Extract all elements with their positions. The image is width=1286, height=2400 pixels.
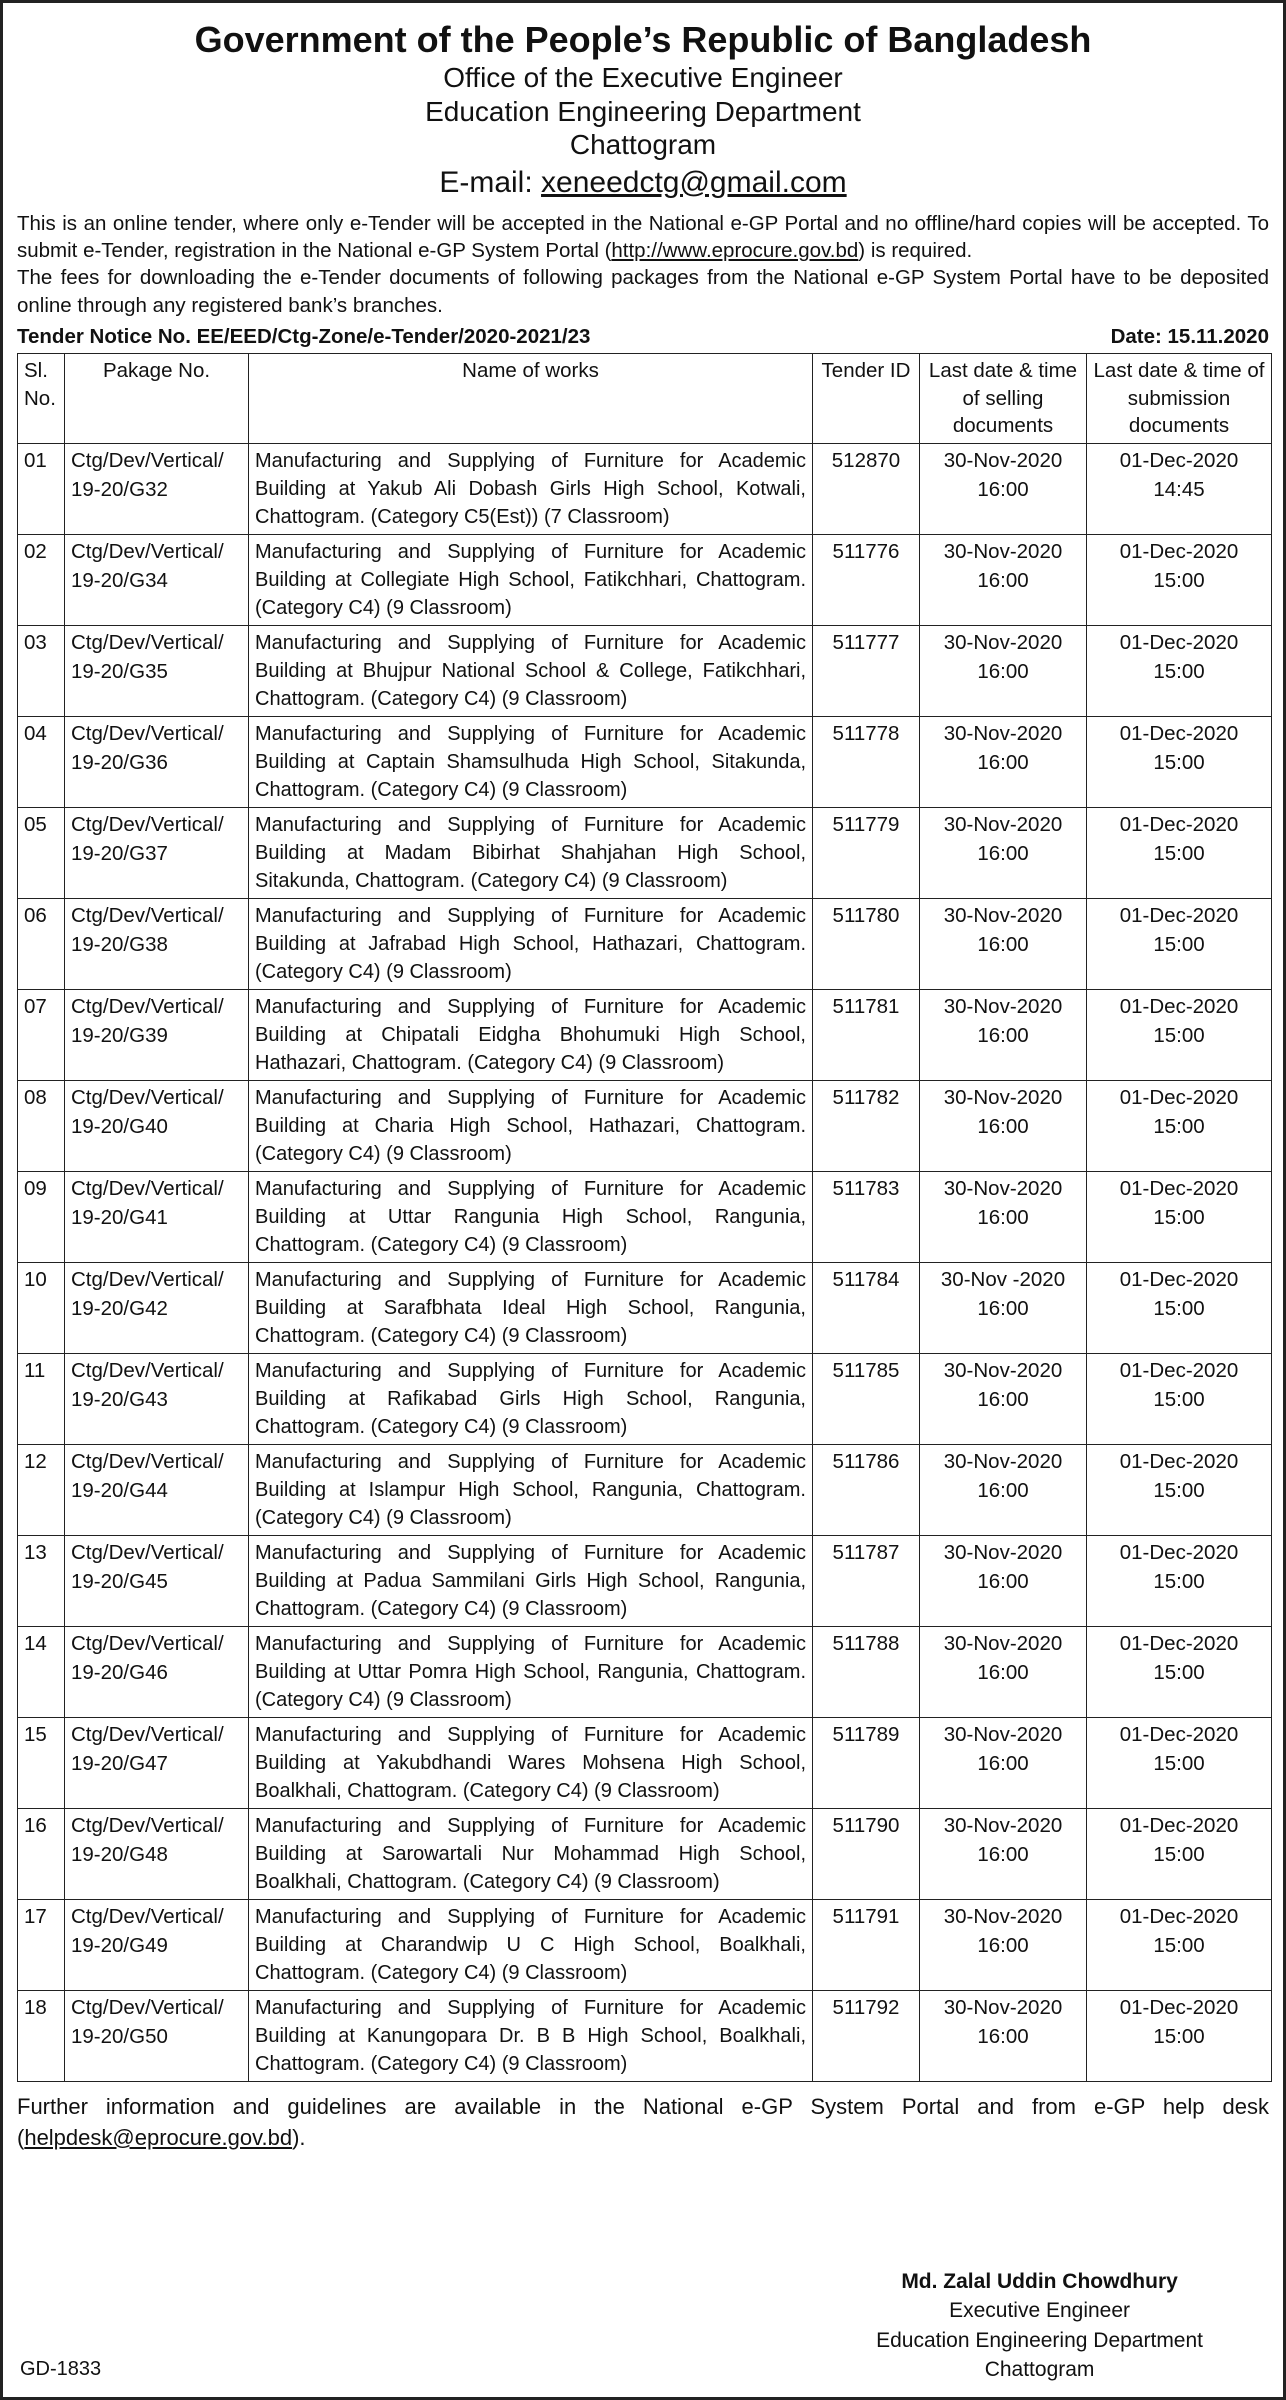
submission-date: 01-Dec-2020 — [1119, 1722, 1239, 1746]
cell-tender-id: 511790 — [813, 1808, 920, 1899]
cell-selling — [920, 989, 1087, 1080]
submission-date: 01-Dec-2020 — [1119, 1995, 1239, 2019]
submission-time: 15:00 — [1153, 1023, 1205, 1047]
cell-selling — [920, 1444, 1087, 1535]
submission-time: 14:45 — [1153, 477, 1205, 501]
notice-row — [17, 325, 1269, 349]
cell-submission — [1087, 1171, 1272, 1262]
table-row — [18, 1626, 1272, 1717]
signatory-title: Executive Engineer — [949, 2299, 1131, 2323]
header-sl: Sl. No. — [18, 353, 65, 443]
selling-time: 16:00 — [977, 932, 1029, 956]
selling-time: 16:00 — [977, 1387, 1029, 1411]
cell-submission — [1087, 625, 1272, 716]
selling-time: 16:00 — [977, 1478, 1029, 1502]
signatory-department: Education Engineering Department — [876, 2328, 1203, 2352]
cell-sl: 17 — [18, 1899, 65, 1990]
header-selling: Last date & time of selling documents — [920, 353, 1087, 443]
cell-sl: 08 — [18, 1080, 65, 1171]
cell-tender-id: 511783 — [813, 1171, 920, 1262]
signature-block — [876, 2267, 1203, 2385]
selling-date: 30-Nov-2020 — [943, 1449, 1063, 1473]
cell-package: Ctg/Dev/Vertical/ 19-20/G49 — [65, 1899, 249, 1990]
cell-work: Manufacturing and Supplying of Furniture for Academic Building at Padua Sammilani Girls High School, Rangunia, Chattogram. (Category C4) (9 Classroom) — [249, 1535, 813, 1626]
department-name: Education Engineering Department — [425, 95, 861, 127]
email-address[interactable]: xeneedctg@gmail.com — [541, 165, 847, 199]
cell-work: Manufacturing and Supplying of Furniture for Academic Building at Chipatali Eidgha Bhohumuki High School, Hathazari, Chattogram. (Category C4) (9 Classroom) — [249, 989, 813, 1080]
cell-tender-id: 511787 — [813, 1535, 920, 1626]
table-row — [18, 1717, 1272, 1808]
table-row — [18, 443, 1272, 534]
tender-notice-number: Tender Notice No. EE/EED/Ctg-Zone/e-Tender/2020-2021/23 — [17, 324, 591, 348]
cell-work: Manufacturing and Supplying of Furniture for Academic Building at Rafikabad Girls High School, Rangunia, Chattogram. (Category C4) (9 Classroom) — [249, 1353, 813, 1444]
cell-sl: 01 — [18, 443, 65, 534]
selling-time: 16:00 — [977, 477, 1029, 501]
submission-time: 15:00 — [1153, 1296, 1205, 1320]
cell-sl: 07 — [18, 989, 65, 1080]
table-row — [18, 989, 1272, 1080]
cell-submission — [1087, 1990, 1272, 2081]
selling-time: 16:00 — [977, 1114, 1029, 1138]
cell-package: Ctg/Dev/Vertical/ 19-20/G36 — [65, 716, 249, 807]
submission-date: 01-Dec-2020 — [1119, 1813, 1239, 1837]
gd-code: GD-1833 — [20, 2358, 102, 2380]
tender-table — [17, 353, 1272, 2082]
cell-sl: 09 — [18, 1171, 65, 1262]
cell-tender-id: 511786 — [813, 1444, 920, 1535]
cell-work: Manufacturing and Supplying of Furniture for Academic Building at Sarafbhata Ideal High School, Rangunia, Chattogram. (Category C4) (9 Classroom) — [249, 1262, 813, 1353]
table-row — [18, 898, 1272, 989]
footer-text — [17, 2092, 1269, 2154]
intro-p1-part2: ) is required. — [858, 239, 973, 263]
header-submission: Last date & time of submission documents — [1087, 353, 1272, 443]
cell-selling — [920, 807, 1087, 898]
cell-tender-id: 511776 — [813, 534, 920, 625]
cell-package: Ctg/Dev/Vertical/ 19-20/G42 — [65, 1262, 249, 1353]
selling-date: 30-Nov-2020 — [943, 1995, 1063, 2019]
selling-date: 30-Nov -2020 — [940, 1267, 1066, 1291]
submission-date: 01-Dec-2020 — [1119, 903, 1239, 927]
cell-work: Manufacturing and Supplying of Furniture for Academic Building at Yakub Ali Dobash Girls High School, Kotwali, Chattogram. (Category C5(Est)) (7 Classroom) — [249, 443, 813, 534]
table-row — [18, 1080, 1272, 1171]
cell-package: Ctg/Dev/Vertical/ 19-20/G39 — [65, 989, 249, 1080]
cell-tender-id: 511785 — [813, 1353, 920, 1444]
cell-selling — [920, 1171, 1087, 1262]
submission-date: 01-Dec-2020 — [1119, 1449, 1239, 1473]
table-row — [18, 625, 1272, 716]
selling-time: 16:00 — [977, 1660, 1029, 1684]
selling-time: 16:00 — [977, 1751, 1029, 1775]
submission-date: 01-Dec-2020 — [1119, 1085, 1239, 1109]
cell-submission — [1087, 1808, 1272, 1899]
header-works: Name of works — [249, 353, 813, 443]
submission-time: 15:00 — [1153, 568, 1205, 592]
cell-package: Ctg/Dev/Vertical/ 19-20/G43 — [65, 1353, 249, 1444]
cell-work: Manufacturing and Supplying of Furniture for Academic Building at Collegiate High School, Fatikchhari, Chattogram. (Category C4) (9 Classroom) — [249, 534, 813, 625]
cell-work: Manufacturing and Supplying of Furniture for Academic Building at Captain Shamsulhuda High School, Sitakunda, Chattogram. (Category C4) (9 Classroom) — [249, 716, 813, 807]
cell-package: Ctg/Dev/Vertical/ 19-20/G44 — [65, 1444, 249, 1535]
selling-date: 30-Nov-2020 — [943, 1813, 1063, 1837]
table-row — [18, 1171, 1272, 1262]
selling-time: 16:00 — [977, 841, 1029, 865]
cell-sl: 02 — [18, 534, 65, 625]
submission-time: 15:00 — [1153, 2024, 1205, 2048]
submission-date: 01-Dec-2020 — [1119, 448, 1239, 472]
submission-time: 15:00 — [1153, 1478, 1205, 1502]
cell-submission — [1087, 716, 1272, 807]
cell-package: Ctg/Dev/Vertical/ 19-20/G40 — [65, 1080, 249, 1171]
submission-time: 15:00 — [1153, 932, 1205, 956]
cell-tender-id: 511788 — [813, 1626, 920, 1717]
cell-sl: 06 — [18, 898, 65, 989]
cell-selling — [920, 1899, 1087, 1990]
selling-time: 16:00 — [977, 568, 1029, 592]
cell-submission — [1087, 1080, 1272, 1171]
cell-sl: 12 — [18, 1444, 65, 1535]
table-row — [18, 1262, 1272, 1353]
cell-work: Manufacturing and Supplying of Furniture for Academic Building at Jafrabad High School, Hathazari, Chattogram. (Category C4) (9 Classroom) — [249, 898, 813, 989]
intro-p1-part1: This is an online tender, where only e-Tender will be accepted in the National e-GP Portal and no offline/hard copies will be accepted. To submit e-Tender, registration in the National e-GP System Portal ( — [17, 211, 1269, 263]
selling-date: 30-Nov-2020 — [943, 1631, 1063, 1655]
cell-selling — [920, 1535, 1087, 1626]
footer-part2: ). — [292, 2124, 306, 2150]
submission-date: 01-Dec-2020 — [1119, 994, 1239, 1018]
cell-selling — [920, 534, 1087, 625]
selling-date: 30-Nov-2020 — [943, 812, 1063, 836]
cell-package: Ctg/Dev/Vertical/ 19-20/G46 — [65, 1626, 249, 1717]
cell-work: Manufacturing and Supplying of Furniture for Academic Building at Charia High School, Hathazari, Chattogram. (Category C4) (9 Classroom) — [249, 1080, 813, 1171]
cell-work: Manufacturing and Supplying of Furniture for Academic Building at Uttar Rangunia High School, Rangunia, Chattogram. (Category C4) (9 Classroom) — [249, 1171, 813, 1262]
cell-package: Ctg/Dev/Vertical/ 19-20/G47 — [65, 1717, 249, 1808]
cell-selling — [920, 625, 1087, 716]
submission-date: 01-Dec-2020 — [1119, 1631, 1239, 1655]
table-row — [18, 1990, 1272, 2081]
submission-time: 15:00 — [1153, 1933, 1205, 1957]
submission-time: 15:00 — [1153, 1114, 1205, 1138]
selling-time: 16:00 — [977, 1933, 1029, 1957]
signatory-name: Md. Zalal Uddin Chowdhury — [901, 2270, 1178, 2293]
submission-date: 01-Dec-2020 — [1119, 630, 1239, 654]
cell-submission — [1087, 443, 1272, 534]
submission-date: 01-Dec-2020 — [1119, 812, 1239, 836]
helpdesk-link[interactable]: helpdesk@eprocure.gov.bd — [24, 2124, 293, 2150]
cell-submission — [1087, 1899, 1272, 1990]
cell-tender-id: 511782 — [813, 1080, 920, 1171]
table-row — [18, 1899, 1272, 1990]
cell-submission — [1087, 1535, 1272, 1626]
cell-submission — [1087, 1262, 1272, 1353]
submission-time: 15:00 — [1153, 659, 1205, 683]
cell-sl: 14 — [18, 1626, 65, 1717]
selling-time: 16:00 — [977, 1842, 1029, 1866]
cell-work: Manufacturing and Supplying of Furniture for Academic Building at Kanungopara Dr. B B High School, Boalkhali, Chattogram. (Category C4) (9 Classroom) — [249, 1990, 813, 2081]
office-name: Office of the Executive Engineer — [443, 62, 843, 94]
selling-time: 16:00 — [977, 1296, 1029, 1320]
government-title: Government of the People’s Republic of Bangladesh — [194, 19, 1092, 60]
selling-date: 30-Nov-2020 — [943, 1176, 1063, 1200]
selling-time: 16:00 — [977, 750, 1029, 774]
cell-work: Manufacturing and Supplying of Furniture for Academic Building at Sarowartali Nur Mohammad High School, Boalkhali, Chattogram. (Category C4) (9 Classroom) — [249, 1808, 813, 1899]
cell-package: Ctg/Dev/Vertical/ 19-20/G32 — [65, 443, 249, 534]
cell-selling — [920, 1808, 1087, 1899]
cell-selling — [920, 443, 1087, 534]
cell-work: Manufacturing and Supplying of Furniture for Academic Building at Yakubdhandi Wares Mohsena High School, Boalkhali, Chattogram. (Category C4) (9 Classroom) — [249, 1717, 813, 1808]
selling-time: 16:00 — [977, 2024, 1029, 2048]
cell-sl: 16 — [18, 1808, 65, 1899]
cell-tender-id: 511792 — [813, 1990, 920, 2081]
table-row — [18, 1444, 1272, 1535]
selling-time: 16:00 — [977, 1023, 1029, 1047]
submission-date: 01-Dec-2020 — [1119, 1176, 1239, 1200]
cell-work: Manufacturing and Supplying of Furniture for Academic Building at Charandwip U C High School, Boalkhali, Chattogram. (Category C4) (9 Classroom) — [249, 1899, 813, 1990]
cell-submission — [1087, 898, 1272, 989]
header-package: Pakage No. — [65, 353, 249, 443]
cell-package: Ctg/Dev/Vertical/ 19-20/G35 — [65, 625, 249, 716]
cell-sl: 05 — [18, 807, 65, 898]
cell-package: Ctg/Dev/Vertical/ 19-20/G45 — [65, 1535, 249, 1626]
submission-date: 01-Dec-2020 — [1119, 539, 1239, 563]
cell-selling — [920, 1990, 1087, 2081]
notice-date: Date: 15.11.2020 — [1110, 324, 1269, 348]
cell-work: Manufacturing and Supplying of Furniture for Academic Building at Madam Bibirhat Shahjahan High School, Sitakunda, Chattogram. (Category C4) (9 Classroom) — [249, 807, 813, 898]
selling-date: 30-Nov-2020 — [943, 630, 1063, 654]
cell-package: Ctg/Dev/Vertical/ 19-20/G41 — [65, 1171, 249, 1262]
cell-package: Ctg/Dev/Vertical/ 19-20/G37 — [65, 807, 249, 898]
cell-submission — [1087, 807, 1272, 898]
selling-date: 30-Nov-2020 — [943, 1904, 1063, 1928]
cell-sl: 13 — [18, 1535, 65, 1626]
selling-time: 16:00 — [977, 659, 1029, 683]
cell-tender-id: 511780 — [813, 898, 920, 989]
table-row — [18, 1535, 1272, 1626]
table-row — [18, 1353, 1272, 1444]
eprocure-link[interactable]: http://www.eprocure.gov.bd — [611, 239, 859, 263]
email-line — [17, 165, 1269, 200]
cell-submission — [1087, 534, 1272, 625]
cell-sl: 03 — [18, 625, 65, 716]
submission-date: 01-Dec-2020 — [1119, 1540, 1239, 1564]
cell-tender-id: 511778 — [813, 716, 920, 807]
intro-paragraph-2: The fees for downloading the e-Tender documents of following packages from the National e-GP System Portal have to be deposited online through any registered bank’s branches. — [17, 266, 1269, 317]
cell-package: Ctg/Dev/Vertical/ 19-20/G34 — [65, 534, 249, 625]
cell-tender-id: 511781 — [813, 989, 920, 1080]
submission-time: 15:00 — [1153, 1205, 1205, 1229]
cell-tender-id: 511789 — [813, 1717, 920, 1808]
email-label: E-mail: — [439, 165, 542, 199]
city-name: Chattogram — [569, 128, 717, 160]
header-tender-id: Tender ID — [813, 353, 920, 443]
submission-time: 15:00 — [1153, 1842, 1205, 1866]
cell-sl: 10 — [18, 1262, 65, 1353]
letterhead — [17, 19, 1269, 200]
cell-tender-id: 511791 — [813, 1899, 920, 1990]
selling-date: 30-Nov-2020 — [943, 1722, 1063, 1746]
selling-time: 16:00 — [977, 1205, 1029, 1229]
cell-work: Manufacturing and Supplying of Furniture for Academic Building at Islampur High School, Rangunia, Chattogram. (Category C4) (9 Classroom) — [249, 1444, 813, 1535]
table-row — [18, 534, 1272, 625]
selling-date: 30-Nov-2020 — [943, 448, 1063, 472]
cell-selling — [920, 1080, 1087, 1171]
cell-sl: 11 — [18, 1353, 65, 1444]
cell-selling — [920, 1626, 1087, 1717]
cell-sl: 18 — [18, 1990, 65, 2081]
cell-tender-id: 511784 — [813, 1262, 920, 1353]
submission-time: 15:00 — [1153, 750, 1205, 774]
cell-submission — [1087, 1444, 1272, 1535]
cell-sl: 04 — [18, 716, 65, 807]
cell-package: Ctg/Dev/Vertical/ 19-20/G38 — [65, 898, 249, 989]
cell-selling — [920, 1717, 1087, 1808]
submission-time: 15:00 — [1153, 1387, 1205, 1411]
cell-tender-id: 511777 — [813, 625, 920, 716]
cell-tender-id: 511779 — [813, 807, 920, 898]
cell-sl: 15 — [18, 1717, 65, 1808]
cell-work: Manufacturing and Supplying of Furniture for Academic Building at Bhujpur National School & College, Fatikchhari, Chattogram. (Category C4) (9 Classroom) — [249, 625, 813, 716]
selling-date: 30-Nov-2020 — [943, 1358, 1063, 1382]
table-row — [18, 1808, 1272, 1899]
table-row — [18, 716, 1272, 807]
signatory-city: Chattogram — [984, 2358, 1095, 2382]
selling-time: 16:00 — [977, 1569, 1029, 1593]
submission-date: 01-Dec-2020 — [1119, 1267, 1239, 1291]
cell-submission — [1087, 1626, 1272, 1717]
submission-time: 15:00 — [1153, 1751, 1205, 1775]
cell-submission — [1087, 1353, 1272, 1444]
submission-time: 15:00 — [1153, 1569, 1205, 1593]
submission-date: 01-Dec-2020 — [1119, 721, 1239, 745]
selling-date: 30-Nov-2020 — [943, 994, 1063, 1018]
cell-submission — [1087, 989, 1272, 1080]
selling-date: 30-Nov-2020 — [943, 721, 1063, 745]
table-row — [18, 807, 1272, 898]
cell-package: Ctg/Dev/Vertical/ 19-20/G48 — [65, 1808, 249, 1899]
cell-selling — [920, 1353, 1087, 1444]
cell-selling — [920, 716, 1087, 807]
submission-date: 01-Dec-2020 — [1119, 1904, 1239, 1928]
footer-part1: Further information and guidelines are available in the National e-GP System Portal and from e-GP help desk ( — [17, 2093, 1269, 2150]
selling-date: 30-Nov-2020 — [943, 539, 1063, 563]
cell-selling — [920, 1262, 1087, 1353]
table-header-row — [18, 353, 1272, 443]
selling-date: 30-Nov-2020 — [943, 1540, 1063, 1564]
intro-text — [17, 210, 1269, 319]
cell-work: Manufacturing and Supplying of Furniture for Academic Building at Uttar Pomra High School, Rangunia, Chattogram. (Category C4) (9 Classroom) — [249, 1626, 813, 1717]
submission-date: 01-Dec-2020 — [1119, 1358, 1239, 1382]
submission-time: 15:00 — [1153, 1660, 1205, 1684]
selling-date: 30-Nov-2020 — [943, 1085, 1063, 1109]
cell-submission — [1087, 1717, 1272, 1808]
cell-tender-id: 512870 — [813, 443, 920, 534]
submission-time: 15:00 — [1153, 841, 1205, 865]
selling-date: 30-Nov-2020 — [943, 903, 1063, 927]
cell-selling — [920, 898, 1087, 989]
cell-package: Ctg/Dev/Vertical/ 19-20/G50 — [65, 1990, 249, 2081]
intro-paragraph-1 — [17, 210, 1269, 265]
tender-rows — [18, 443, 1272, 2081]
